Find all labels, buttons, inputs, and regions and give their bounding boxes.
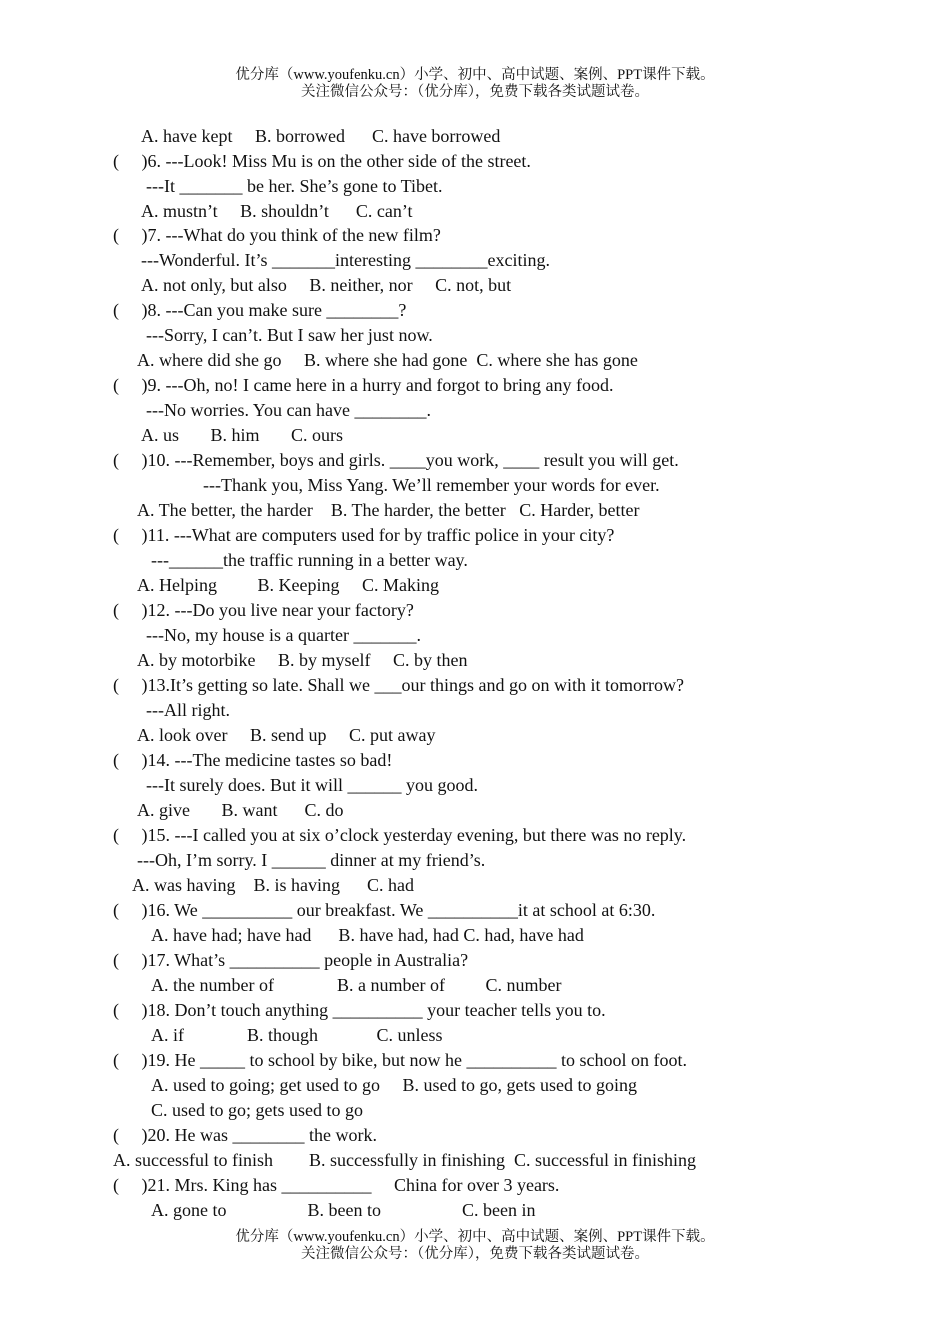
question-line-6: ( )6. ---Look! Miss Mu is on the other side of the street.	[113, 151, 531, 171]
dialogue-line: ---No, my house is a quarter _______.	[146, 625, 421, 645]
option-line: A. used to going; get used to go B. used to go, gets used to going	[151, 1075, 637, 1095]
question-line-19: ( )19. He _____ to school by bike, but now he __________ to school on foot.	[113, 1050, 687, 1070]
header-line-1: 优分库（www.youfenku.cn）小学、初中、高中试题、案例、PPT课件下载。	[235, 67, 715, 83]
option-line: A. give B. want C. do	[137, 800, 344, 820]
question-line-10: ( )10. ---Remember, boys and girls. ____you work, ____ result you will get.	[113, 450, 679, 470]
header-line-2: 关注微信公众号：（优分库），免费下载各类试题试卷。	[301, 84, 649, 100]
option-line: A. if B. though C. unless	[151, 1025, 443, 1045]
dialogue-line: ---It surely does. But it will ______ you good.	[146, 775, 478, 795]
option-line: A. have had; have had B. have had, had C. had, have had	[151, 925, 584, 945]
option-line: A. where did she go B. where she had gone C. where she has gone	[137, 350, 638, 370]
option-line: C. used to go; gets used to go	[151, 1100, 363, 1120]
option-line: A. have kept B. borrowed C. have borrowed	[141, 126, 501, 146]
footer-line-1: 优分库（www.youfenku.cn）小学、初中、高中试题、案例、PPT课件下载。	[235, 1229, 715, 1245]
dialogue-line: ---No worries. You can have ________.	[146, 400, 431, 420]
dialogue-line: ---Oh, I’m sorry. I ______ dinner at my friend’s.	[137, 850, 486, 870]
option-line: A. look over B. send up C. put away	[137, 725, 436, 745]
question-line-17: ( )17. What’s __________ people in Australia?	[113, 950, 469, 970]
dialogue-line: ---Thank you, Miss Yang. We’ll remember your words for ever.	[203, 475, 660, 495]
option-line: A. was having B. is having C. had	[132, 875, 414, 895]
option-line: A. by motorbike B. by myself C. by then	[137, 650, 468, 670]
dialogue-line: ---All right.	[146, 700, 230, 720]
question-line-7: ( )7. ---What do you think of the new film?	[113, 225, 441, 245]
question-line-12: ( )12. ---Do you live near your factory?	[113, 600, 414, 620]
dialogue-line: ---Wonderful. It’s _______interesting ________exciting.	[141, 250, 550, 270]
question-line-20: ( )20. He was ________ the work.	[113, 1125, 377, 1145]
question-line-16: ( )16. We __________ our breakfast. We __________it at school at 6:30.	[113, 900, 656, 920]
option-line: A. the number of B. a number of C. number	[151, 975, 562, 995]
dialogue-line: ---Sorry, I can’t. But I saw her just now.	[146, 325, 433, 345]
question-line-18: ( )18. Don’t touch anything __________ your teacher tells you to.	[113, 1000, 606, 1020]
option-line: A. The better, the harder B. The harder, the better C. Harder, better	[137, 500, 640, 520]
page-header	[0, 67, 950, 101]
question-line-11: ( )11. ---What are computers used for by traffic police in your city?	[113, 525, 615, 545]
question-line-14: ( )14. ---The medicine tastes so bad!	[113, 750, 393, 770]
question-line-21: ( )21. Mrs. King has __________ China for over 3 years.	[113, 1175, 560, 1195]
page-footer	[0, 1229, 950, 1263]
dialogue-line: ---______the traffic running in a better way.	[151, 550, 468, 570]
option-line: A. gone to B. been to C. been in	[151, 1200, 536, 1220]
option-line: A. not only, but also B. neither, nor C. not, but	[141, 275, 512, 295]
question-line-9: ( )9. ---Oh, no! I came here in a hurry and forgot to bring any food.	[113, 375, 614, 395]
question-line-15: ( )15. ---I called you at six o’clock yesterday evening, but there was no reply.	[113, 825, 687, 845]
question-line-8: ( )8. ---Can you make sure ________?	[113, 300, 407, 320]
option-line: A. successful to finish B. successfully in finishing C. successful in finishing	[113, 1150, 696, 1170]
footer-line-2: 关注微信公众号：（优分库），免费下载各类试题试卷。	[301, 1246, 649, 1262]
option-line: A. mustn’t B. shouldn’t C. can’t	[141, 201, 413, 221]
option-line: A. Helping B. Keeping C. Making	[137, 575, 439, 595]
option-line: A. us B. him C. ours	[141, 425, 344, 445]
question-line-13: ( )13.It’s getting so late. Shall we ___our things and go on with it tomorrow?	[113, 675, 684, 695]
dialogue-line: ---It _______ be her. She’s gone to Tibet.	[146, 176, 443, 196]
